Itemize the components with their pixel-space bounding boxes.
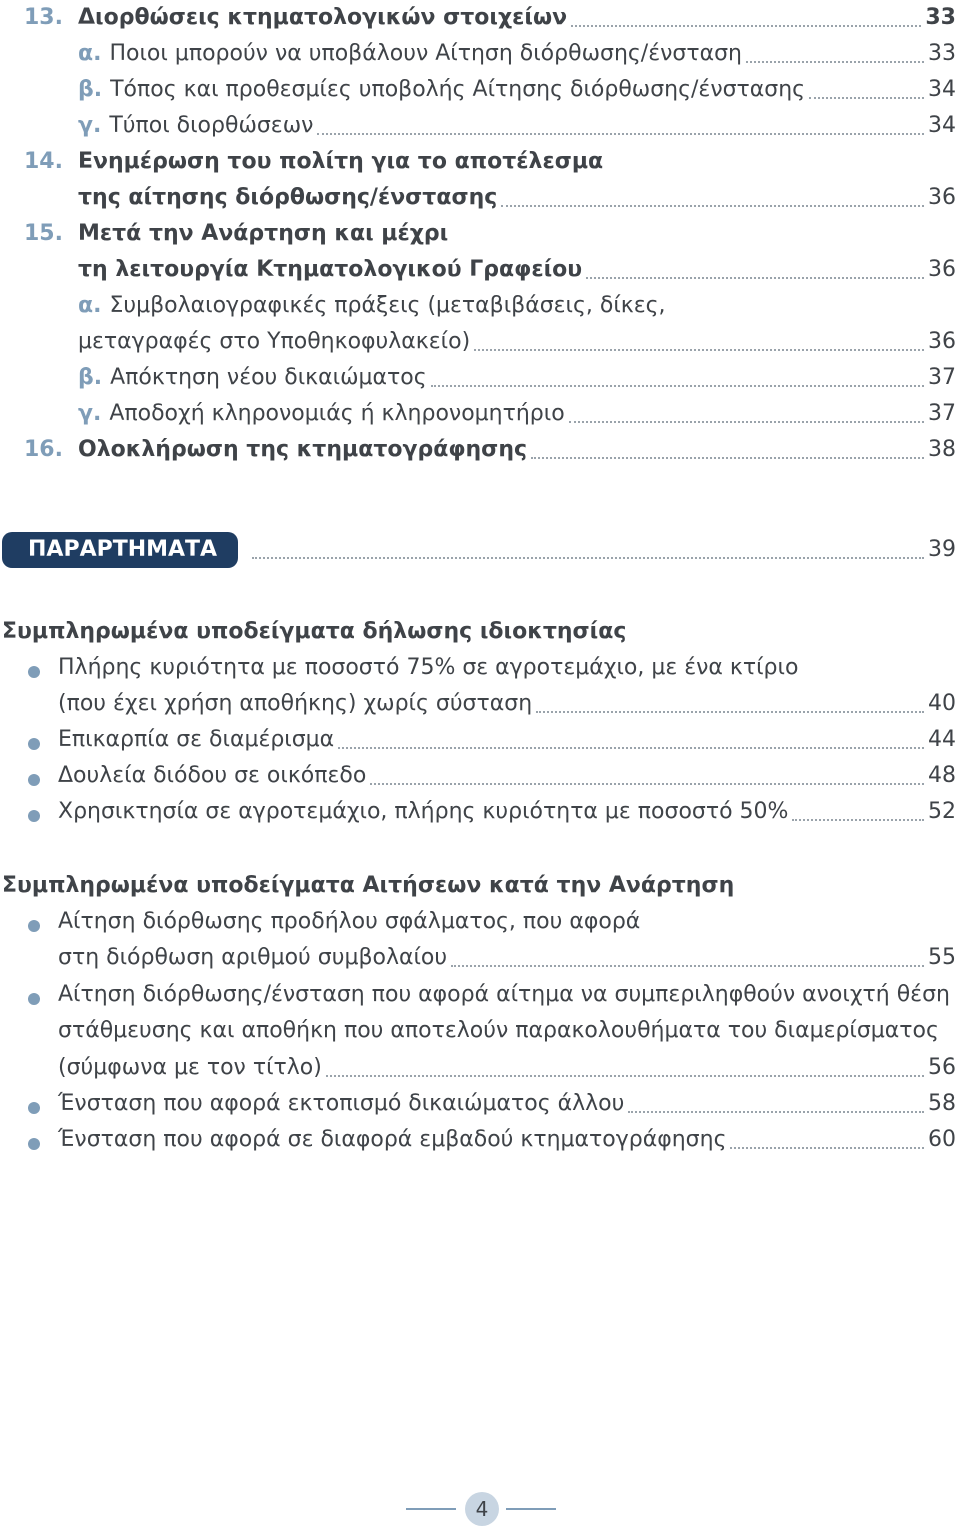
page-number: 56 (928, 1055, 956, 1080)
entry-letter: β. (78, 365, 103, 390)
entry-title: Ενημέρωση του πολίτη για το αποτέλεσμα (78, 149, 604, 174)
appendix-row (252, 532, 956, 568)
bullet-icon (28, 738, 40, 750)
entry-title: Διορθώσεις κτηματολογικών στοιχείων (78, 5, 568, 30)
page-number: 38 (928, 437, 956, 462)
dot-leader (474, 349, 924, 351)
section-heading: Συμπληρωμένα υποδείγματα Αιτήσεων κατά την Ανάρτηση (2, 873, 735, 898)
page-number: 34 (928, 77, 956, 102)
list-item[interactable] (58, 904, 956, 940)
toc-entry-15a-cont[interactable] (24, 324, 956, 360)
list-item[interactable] (58, 1086, 956, 1122)
bullet-icon (28, 810, 40, 822)
dot-leader (628, 1111, 924, 1113)
item-text: Αίτηση διόρθωσης προδήλου σφάλματος, που αφορά (58, 909, 641, 934)
toc-entry-14[interactable] (24, 144, 956, 180)
page-number: 55 (928, 945, 956, 970)
dot-leader (370, 783, 924, 785)
item-text: Επικαρπία σε διαμέρισμα (58, 727, 335, 752)
toc-entry-15c[interactable] (24, 396, 956, 432)
item-text: Αίτηση διόρθωσης/ένσταση που αφορά αίτημα να συμπεριληφθούν ανοιχτή θέση (58, 982, 950, 1007)
toc-entry-16[interactable] (24, 432, 956, 468)
section-heading: Συμπληρωμένα υποδείγματα δήλωσης ιδιοκτησίας (2, 619, 627, 644)
toc-entry-14-cont[interactable] (24, 180, 956, 216)
page-number: 48 (928, 763, 956, 788)
page-number: 36 (928, 257, 956, 282)
item-text: στη διόρθωση αριθμού συμβολαίου (58, 945, 448, 970)
dot-leader (746, 61, 924, 63)
dot-leader (326, 1075, 924, 1077)
entry-title: Απόκτηση νέου δικαιώματος (110, 365, 427, 390)
page-number: 58 (928, 1091, 956, 1116)
list-item-cont[interactable] (58, 940, 956, 976)
entry-title: της αίτησης διόρθωσης/ένστασης (78, 185, 498, 210)
dot-leader (571, 25, 921, 27)
page-number-badge: 4 (465, 1492, 499, 1526)
list-item-cont[interactable] (58, 1050, 956, 1086)
entry-title: Τόπος και προθεσμίες υποβολής Αίτησης διόρθωσης/ένστασης (110, 77, 806, 102)
toc-entry-13b[interactable] (24, 72, 956, 108)
entry-number: 13. (24, 5, 63, 30)
bullet-icon (28, 993, 40, 1005)
page-number: 37 (928, 365, 956, 390)
dot-leader (531, 457, 924, 459)
item-text: στάθμευσης και αποθήκη που αποτελούν παρακολουθήματα του διαμερίσματος (58, 1018, 939, 1043)
dot-leader (501, 205, 924, 207)
toc-entry-15b[interactable] (24, 360, 956, 396)
toc-entry-13a[interactable] (24, 36, 956, 72)
appendix-badge[interactable]: ΠΑΡΑΡΤΗΜΑΤΑ (2, 532, 238, 568)
item-text: Δουλεία διόδου σε οικόπεδο (58, 763, 367, 788)
entry-title: μεταγραφές στο Υποθηκοφυλακείο) (78, 329, 471, 354)
entry-number: 15. (24, 221, 63, 246)
dot-leader (792, 819, 924, 821)
dot-leader (338, 747, 924, 749)
page-number: 33 (928, 41, 956, 66)
page-number: 33 (925, 5, 956, 30)
dot-leader (252, 557, 924, 559)
footer-rule-right (506, 1508, 556, 1510)
dot-leader (586, 277, 924, 279)
page-number: 40 (928, 691, 956, 716)
dot-leader (809, 97, 924, 99)
footer-rule-left (406, 1508, 456, 1510)
page-number: 36 (928, 329, 956, 354)
list-item-cont[interactable] (58, 1013, 956, 1049)
entry-title: Ολοκλήρωση της κτηματογράφησης (78, 437, 528, 462)
page-number: 34 (928, 113, 956, 138)
entry-letter: β. (78, 77, 103, 102)
dot-leader (730, 1147, 924, 1149)
list-item[interactable] (58, 722, 956, 758)
page-number: 37 (928, 401, 956, 426)
dot-leader (536, 711, 924, 713)
page-number: 52 (928, 799, 956, 824)
list-item-cont[interactable] (58, 686, 956, 722)
entry-title: Συμβολαιογραφικές πράξεις (μεταβιβάσεις, δίκες, (109, 293, 666, 318)
entry-letter: α. (78, 41, 102, 66)
entry-letter: α. (78, 293, 102, 318)
bullet-icon (28, 1102, 40, 1114)
toc-entry-15a[interactable] (24, 288, 956, 324)
page-number: 44 (928, 727, 956, 752)
item-text: Ένσταση που αφορά εκτοπισμό δικαιώματος άλλου (58, 1091, 625, 1116)
item-text: Χρησικτησία σε αγροτεμάχιο, πλήρης κυριότητα με ποσοστό 50% (58, 799, 789, 824)
bullet-icon (28, 666, 40, 678)
toc-entry-13c[interactable] (24, 108, 956, 144)
list-item[interactable] (58, 650, 956, 686)
bullet-icon (28, 1138, 40, 1150)
entry-title: Μετά την Ανάρτηση και μέχρι (78, 221, 449, 246)
list-item[interactable] (58, 1122, 956, 1158)
entry-letter: γ. (78, 401, 102, 426)
dot-leader (317, 133, 924, 135)
entry-number: 14. (24, 149, 63, 174)
item-text: (σύμφωνα με τον τίτλο) (58, 1055, 322, 1080)
page-number: 60 (928, 1127, 956, 1152)
entry-title: Ποιοι μπορούν να υποβάλουν Αίτηση διόρθωσης/ένσταση (109, 41, 742, 66)
list-item[interactable] (58, 977, 956, 1013)
dot-leader (569, 421, 924, 423)
page-number: 36 (928, 185, 956, 210)
list-item[interactable] (58, 794, 956, 830)
list-item[interactable] (58, 758, 956, 794)
bullet-icon (28, 920, 40, 932)
toc-entry-15-cont[interactable] (24, 252, 956, 288)
entry-letter: γ. (78, 113, 102, 138)
entry-title: Τύποι διορθώσεων (109, 113, 314, 138)
bullet-icon (28, 774, 40, 786)
dot-leader (431, 385, 924, 387)
item-text: (που έχει χρήση αποθήκης) χωρίς σύσταση (58, 691, 533, 716)
item-text: Πλήρης κυριότητα με ποσοστό 75% σε αγροτεμάχιο, με ένα κτίριο (58, 655, 799, 680)
dot-leader (451, 965, 924, 967)
toc-entry-15[interactable] (24, 216, 956, 252)
item-text: Ένσταση που αφορά σε διαφορά εμβαδού κτηματογράφησης (58, 1127, 727, 1152)
toc-entry-13[interactable] (24, 0, 956, 36)
entry-title: Αποδοχή κληρονομιάς ή κληρονομητήριο (109, 401, 565, 426)
page-number: 39 (928, 537, 956, 562)
entry-number: 16. (24, 437, 63, 462)
entry-title: τη λειτουργία Κτηματολογικού Γραφείου (78, 257, 583, 282)
